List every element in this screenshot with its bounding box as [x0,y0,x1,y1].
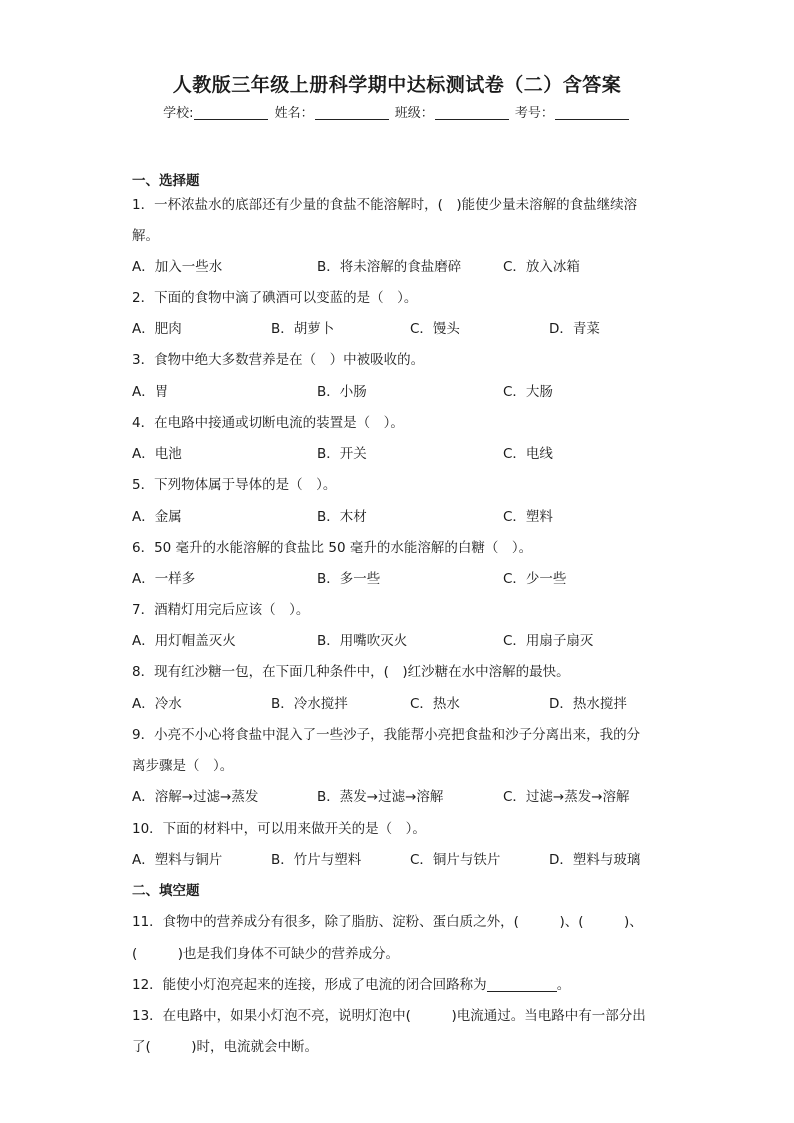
option-b[interactable]: B．小肠 [317,384,367,400]
question-11-line-2: ( )也是我们身体不可缺少的营养成分。 [132,946,400,962]
option-c[interactable]: C．用扇子扇灭 [503,633,594,649]
question-stem: 10．下面的材料中，可以用来做开关的是（ ）。 [132,821,426,837]
option-c[interactable]: C．馒头 [410,321,460,337]
option-a[interactable]: A．冷水 [132,696,182,712]
option-b[interactable]: B．多一些 [317,571,381,587]
question-stem: 3．食物中绝大多数营养是在（ ）中被吸收的。 [132,352,425,368]
question-11-line-1: 11．食物中的营养成分有很多，除了脂肪、淀粉、蛋白质之外，( )、( )、 [132,914,643,930]
option-c[interactable]: C．电线 [503,446,553,462]
school-label: 学校: [163,106,194,121]
question-stem: 7．酒精灯用完后应该（ ）。 [132,602,310,618]
option-a[interactable]: A．塑料与铜片 [132,852,223,868]
option-b[interactable]: B．胡萝卜 [271,321,335,337]
option-a[interactable]: A．用灯帽盖灭火 [132,633,236,649]
option-c[interactable]: C．少一些 [503,571,567,587]
option-c[interactable]: C．过滤→蒸发→溶解 [503,789,630,805]
answer-blank[interactable] [487,977,557,992]
option-a[interactable]: A．加入一些水 [132,259,223,275]
section-title-fill: 二、填空题 [132,883,200,899]
question-stem-cont: 解。 [132,228,159,244]
option-d[interactable]: D．青菜 [549,321,600,337]
option-b[interactable]: B．开关 [317,446,367,462]
option-d[interactable]: D．热水搅拌 [549,696,627,712]
option-a[interactable]: A．溶解→过滤→蒸发 [132,789,259,805]
question-stem: 2．下面的食物中滴了碘酒可以变蓝的是（ ）。 [132,290,418,306]
question-stem: 6．50 毫升的水能溶解的食盐比 50 毫升的水能溶解的白糖（ ）。 [132,540,533,556]
option-a[interactable]: A．一样多 [132,571,196,587]
question-stem: 8．现有红沙糖一包，在下面几种条件中，( )红沙糖在水中溶解的最快。 [132,664,570,680]
school-blank[interactable] [194,105,268,120]
question-13-line-1: 13．在电路中，如果小灯泡不亮，说明灯泡中( )电流通过。当电路中有一部分出 [132,1008,646,1024]
question-12 [132,973,570,993]
name-blank[interactable] [315,105,389,120]
option-b[interactable]: B．竹片与塑料 [271,852,362,868]
option-b[interactable]: B．将未溶解的食盐磨碎 [317,259,462,275]
option-c[interactable]: C．铜片与铁片 [410,852,501,868]
option-b[interactable]: B．蒸发→过滤→溶解 [317,789,444,805]
question-stem: 4．在电路中接通或切断电流的装置是（ ）。 [132,415,404,431]
student-info-row [0,102,794,121]
option-b[interactable]: B．用嘴吹灭火 [317,633,408,649]
question-stem: 9．小亮不小心将食盐中混入了一些沙子，我能帮小亮把食盐和沙子分离出来，我的分 [132,727,641,743]
name-label: 姓名： [274,106,314,121]
question-stem: 5．下列物体属于导体的是（ ）。 [132,477,337,493]
exam-no-blank[interactable] [555,105,629,120]
option-d[interactable]: D．塑料与玻璃 [549,852,641,868]
option-c[interactable]: C．放入冰箱 [503,259,580,275]
option-a[interactable]: A．胃 [132,384,169,400]
question-13-line-2: 了( )时，电流就会中断。 [132,1039,319,1055]
option-b[interactable]: B．冷水搅拌 [271,696,348,712]
question-stem: 1．一杯浓盐水的底部还有少量的食盐不能溶解时，( )能使少量未溶解的食盐继续溶 [132,197,638,213]
option-b[interactable]: B．木材 [317,509,367,525]
section-title-choice: 一、选择题 [132,173,200,189]
option-a[interactable]: A．肥肉 [132,321,182,337]
option-a[interactable]: A．金属 [132,509,182,525]
question-12-end: 。 [556,977,571,993]
option-c[interactable]: C．塑料 [503,509,553,525]
exam-no-label: 考号： [514,106,554,121]
question-stem-cont: 离步骤是（ ）。 [132,758,234,774]
option-c[interactable]: C．热水 [410,696,460,712]
option-a[interactable]: A．电池 [132,446,182,462]
question-12-text: 12．能使小灯泡亮起来的连接，形成了电流的闭合回路称为 [132,977,487,993]
option-c[interactable]: C．大肠 [503,384,553,400]
exam-title: 人教版三年级上册科学期中达标测试卷（二）含答案 [172,74,622,96]
class-blank[interactable] [435,105,509,120]
class-label: 班级： [394,106,434,121]
